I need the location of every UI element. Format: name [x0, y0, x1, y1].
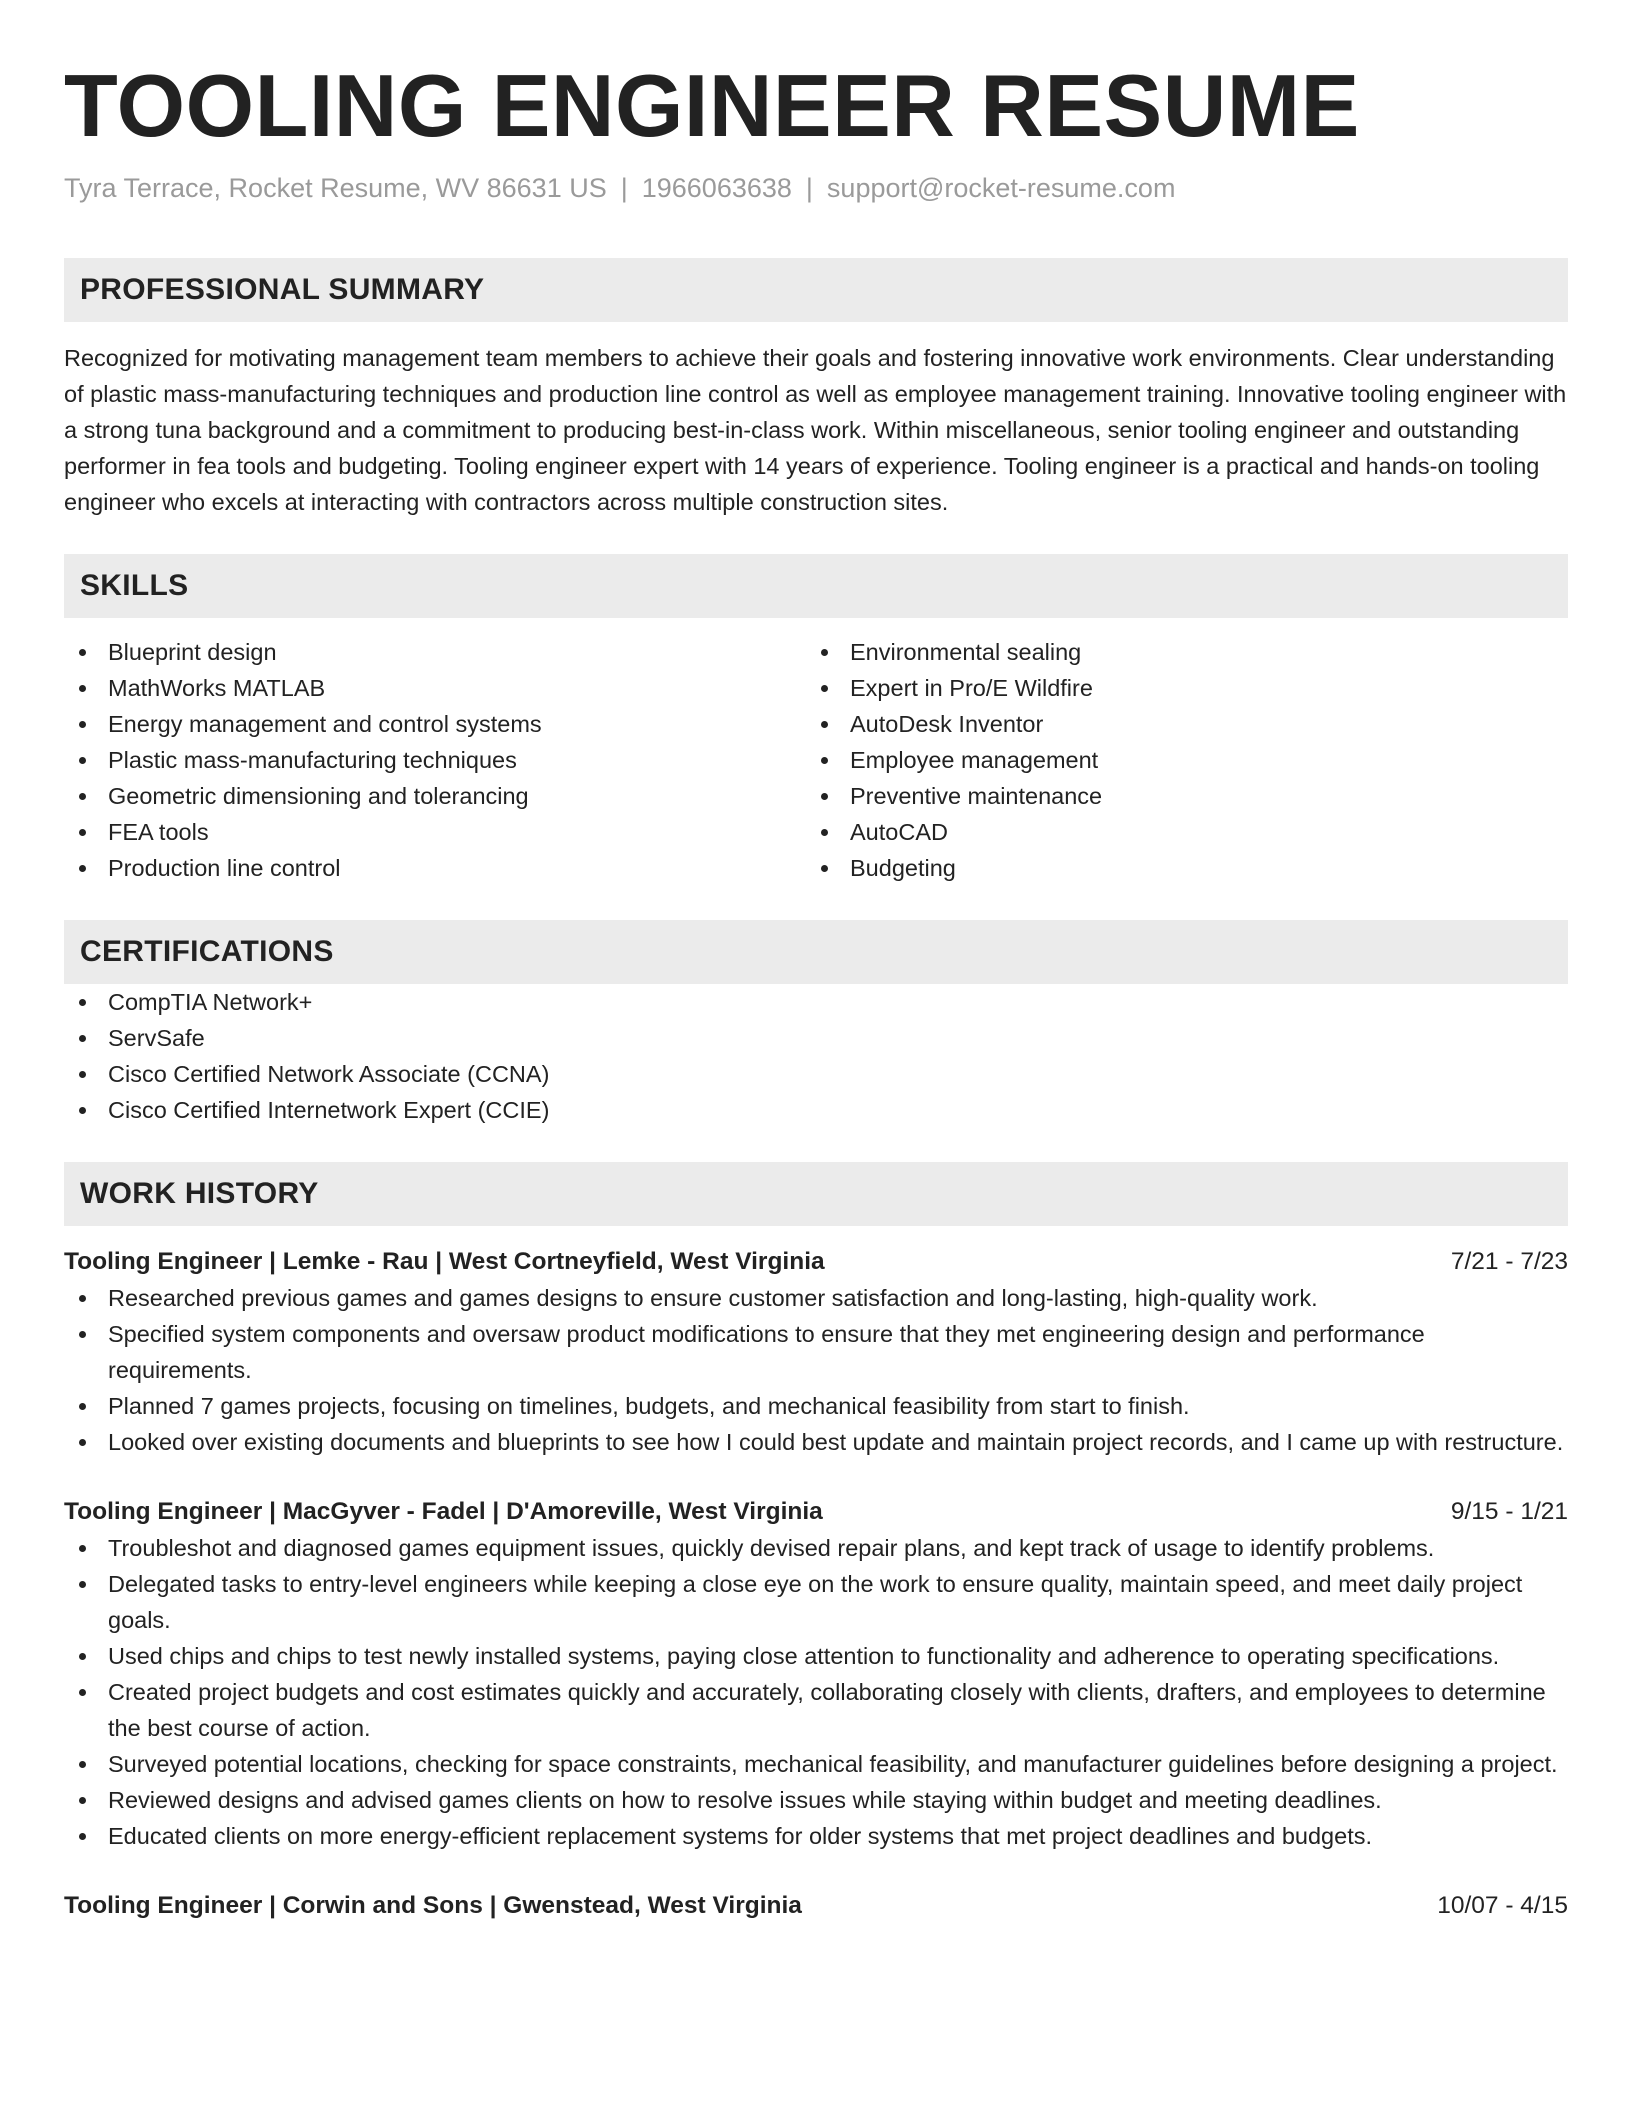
resume-title: TOOLING ENGINEER RESUME — [64, 56, 1360, 155]
skills-column-left — [64, 634, 806, 886]
certifications-heading: CERTIFICATIONS — [64, 920, 1568, 984]
skill-item: Preventive maintenance — [806, 778, 1548, 814]
job-bullet: Used chips and chips to test newly installed systems, paying close attention to functionality and adherence to operating specifications. — [64, 1638, 1568, 1674]
skills-column-right — [806, 634, 1548, 886]
job-header — [64, 1494, 1568, 1530]
job-bullet: Planned 7 games projects, focusing on timelines, budgets, and mechanical feasibility from start to finish. — [64, 1388, 1568, 1424]
skill-item: Energy management and control systems — [64, 706, 806, 742]
skills-heading: SKILLS — [64, 554, 1568, 618]
summary-heading: PROFESSIONAL SUMMARY — [64, 258, 1568, 322]
job-title: Tooling Engineer | MacGyver - Fadel | D'Amoreville, West Virginia — [64, 1498, 823, 1525]
contact-phone: 1966063638 — [641, 173, 792, 203]
job-bullet: Researched previous games and games designs to ensure customer satisfaction and long-lasting, high-quality work. — [64, 1280, 1568, 1316]
job-dates: 9/15 - 1/21 — [1450, 1498, 1568, 1525]
job-header — [64, 1888, 1568, 1924]
job-bullet: Surveyed potential locations, checking for space constraints, mechanical feasibility, and manufacturer guidelines before designing a project. — [64, 1746, 1568, 1782]
job-bullet: Created project budgets and cost estimates quickly and accurately, collaborating closely with clients, drafters, and employees to determine the best course of action. — [64, 1674, 1568, 1746]
skills-list — [64, 634, 1568, 886]
contact-address: Tyra Terrace, Rocket Resume, WV 86631 US — [64, 173, 607, 203]
skill-item: Budgeting — [806, 850, 1548, 886]
skill-item: Plastic mass-manufacturing techniques — [64, 742, 806, 778]
contact-email: support@rocket-resume.com — [826, 173, 1176, 203]
contact-separator: | — [805, 173, 813, 203]
job-bullet: Educated clients on more energy-efficient replacement systems for older systems that met project deadlines and budgets. — [64, 1818, 1568, 1854]
contact-separator: | — [620, 173, 628, 203]
certification-item: ServSafe — [64, 1020, 1568, 1056]
certifications-list — [64, 984, 1568, 1128]
skill-item: Geometric dimensioning and tolerancing — [64, 778, 806, 814]
job-bullets — [64, 1530, 1568, 1854]
summary-text: Recognized for motivating management team members to achieve their goals and fostering innovative work environments. Clear understanding of plastic mass-manufacturing techniques and production line control as well as employee management training. Innovative tooling engineer with a strong tuna background and a commitment to producing best-in-class work. Within miscellaneous, senior tooling engineer and outstanding performer in fea tools and budgeting. Tooling engineer expert with 14 years of experience. Tooling engineer is a practical and hands-on tooling engineer who excels at interacting with contractors across multiple construction sites. — [64, 345, 1567, 515]
resume-page — [64, 0, 1568, 1924]
job-entry — [64, 1888, 1568, 1924]
skill-item: AutoCAD — [806, 814, 1548, 850]
skill-item: FEA tools — [64, 814, 806, 850]
job-title: Tooling Engineer | Corwin and Sons | Gwenstead, West Virginia — [64, 1892, 802, 1919]
job-header — [64, 1244, 1568, 1280]
certification-item: CompTIA Network+ — [64, 984, 1568, 1020]
skill-item: Expert in Pro/E Wildfire — [806, 670, 1548, 706]
job-title: Tooling Engineer | Lemke - Rau | West Cortneyfield, West Virginia — [64, 1248, 825, 1275]
job-bullet: Looked over existing documents and blueprints to see how I could best update and maintain project records, and I came up with restructure. — [64, 1424, 1568, 1460]
skill-item: Blueprint design — [64, 634, 806, 670]
work-history-heading: WORK HISTORY — [64, 1162, 1568, 1226]
job-dates: 10/07 - 4/15 — [1437, 1892, 1568, 1919]
certification-item: Cisco Certified Internetwork Expert (CCIE) — [64, 1092, 1568, 1128]
job-bullet: Specified system components and oversaw product modifications to ensure that they met engineering design and performance requirements. — [64, 1316, 1568, 1388]
certification-item: Cisco Certified Network Associate (CCNA) — [64, 1056, 1568, 1092]
job-entry — [64, 1244, 1568, 1460]
job-bullets — [64, 1280, 1568, 1460]
job-dates: 7/21 - 7/23 — [1450, 1248, 1568, 1275]
skill-item: AutoDesk Inventor — [806, 706, 1548, 742]
job-bullet: Reviewed designs and advised games clients on how to resolve issues while staying within budget and meeting deadlines. — [64, 1782, 1568, 1818]
job-bullet: Troubleshot and diagnosed games equipment issues, quickly devised repair plans, and kept track of usage to identify problems. — [64, 1530, 1568, 1566]
contact-line — [64, 170, 1568, 206]
job-bullet: Delegated tasks to entry-level engineers while keeping a close eye on the work to ensure quality, maintain speed, and meet daily project goals. — [64, 1566, 1568, 1638]
skill-item: Environmental sealing — [806, 634, 1548, 670]
skill-item: Employee management — [806, 742, 1548, 778]
skill-item: Production line control — [64, 850, 806, 886]
skill-item: MathWorks MATLAB — [64, 670, 806, 706]
job-entry — [64, 1494, 1568, 1854]
